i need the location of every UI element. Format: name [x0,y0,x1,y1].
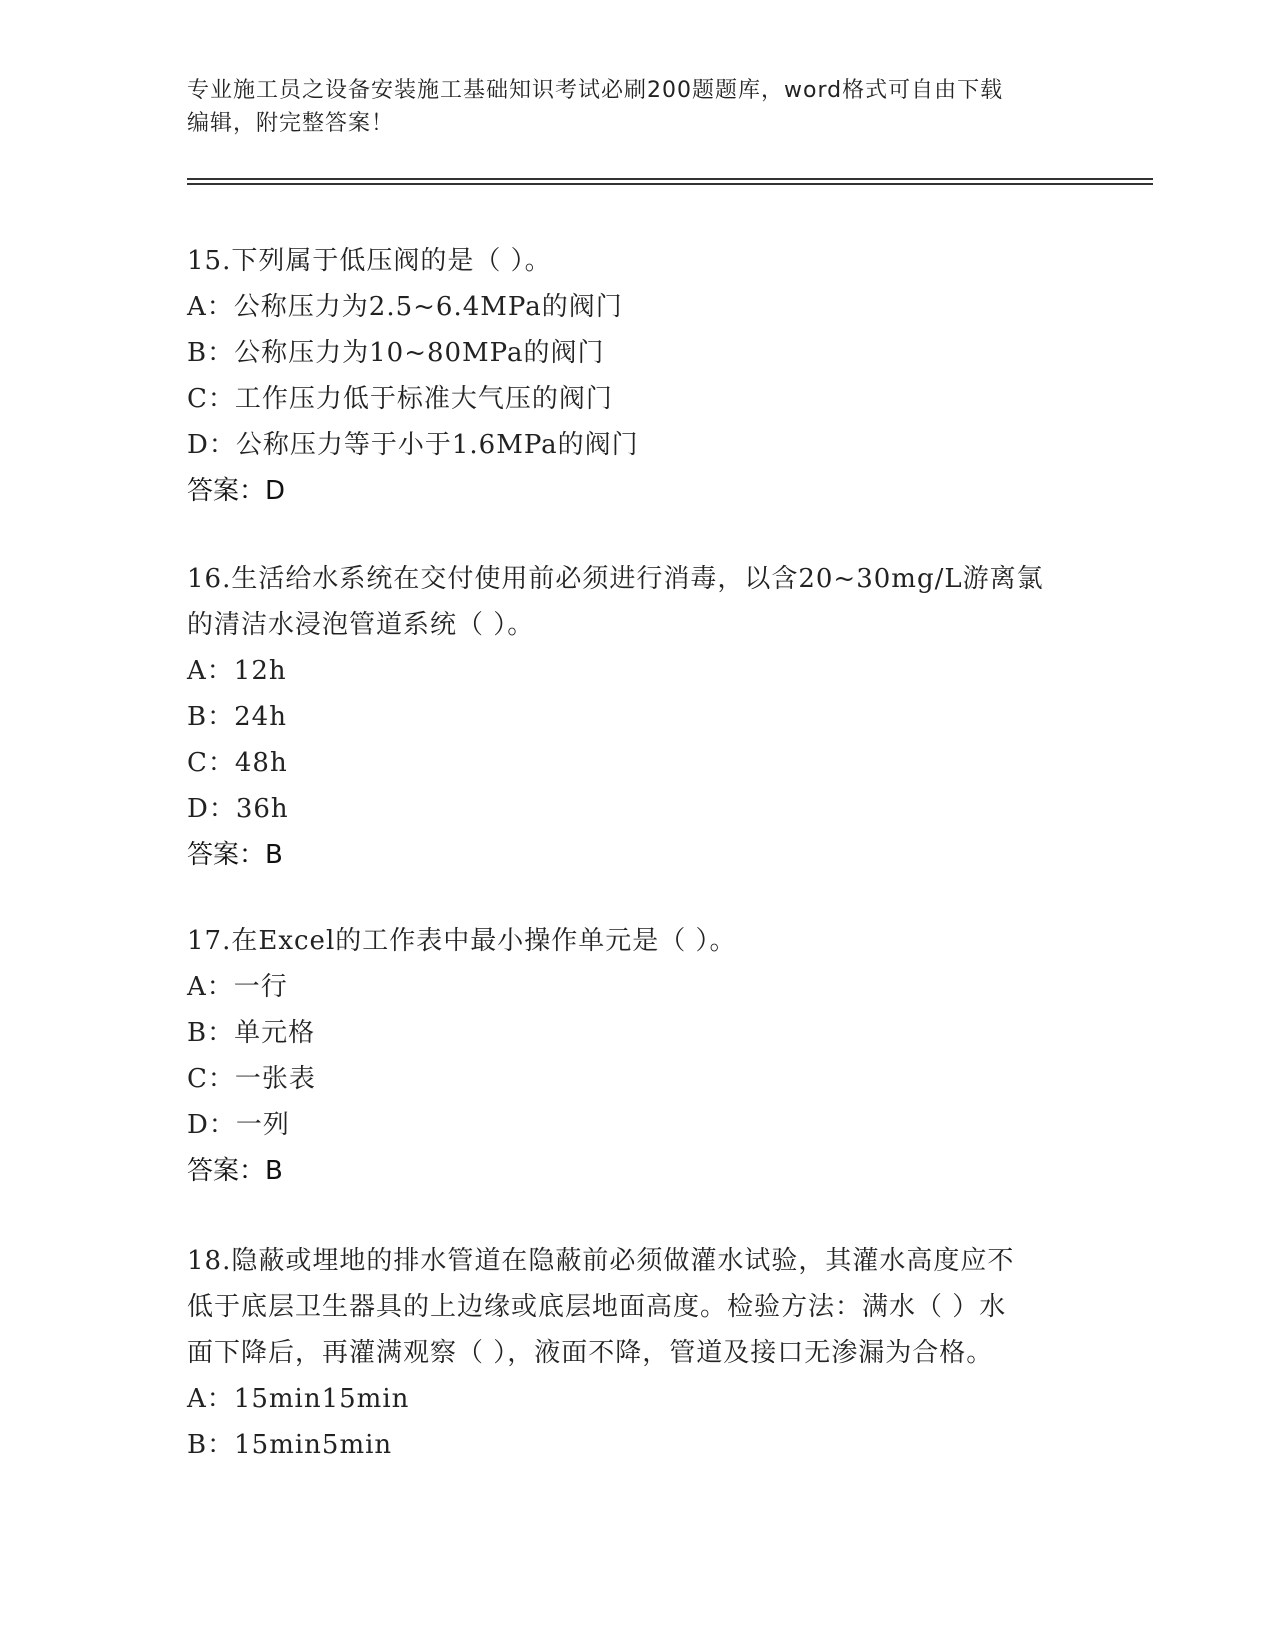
option-d: D：一列 [187,1110,290,1140]
header-line-2: 编辑，附完整答案！ [187,111,395,136]
option-d: D：公称压力等于小于1.6MPa的阀门 [187,430,639,460]
option-b: B：单元格 [187,1018,316,1048]
answer: 答案：B [187,840,283,870]
option-b: B：公称压力为10~80MPa的阀门 [187,338,605,368]
stem-line: 17.在Excel的工作表中最小操作单元是（ ）。 [187,926,737,956]
option-c: C：工作压力低于标准大气压的阀门 [187,384,613,414]
option-b: B：24h [187,702,287,732]
stem-line: 的清洁水浸泡管道系统（ ）。 [187,610,535,640]
document-header [187,74,1087,140]
option-a: A：12h [187,656,287,686]
option-c: C：48h [187,748,288,778]
header-divider-top [187,178,1153,180]
question-stem [187,238,1087,284]
question-17 [187,918,1087,1194]
option-c: C：一张表 [187,1064,316,1094]
option-a: A：公称压力为2.5~6.4MPa的阀门 [187,292,623,322]
stem-line: 15.下列属于低压阀的是（ ）。 [187,246,552,276]
stem-line: 18.隐蔽或埋地的排水管道在隐蔽前必须做灌水试验，其灌水高度应不 [187,1246,1015,1276]
answer: 答案：B [187,1156,283,1186]
option-d: D：36h [187,794,289,824]
question-stem [187,918,1087,964]
header-divider-bottom [187,183,1153,185]
option-a: A：15min15min [187,1384,410,1414]
question-15 [187,238,1087,514]
question-stem [187,556,1087,648]
header-line-1: 专业施工员之设备安装施工基础知识考试必刷200题题库，word格式可自由下载 [187,78,1004,103]
stem-line: 16.生活给水系统在交付使用前必须进行消毒，以含20~30mg/L游离氯 [187,564,1044,594]
option-b: B：15min5min [187,1430,393,1460]
question-16 [187,556,1087,878]
stem-line: 低于底层卫生器具的上边缘或底层地面高度。检验方法：满水（ ）水 [187,1292,1007,1322]
question-18 [187,1238,1087,1468]
question-stem [187,1238,1087,1376]
option-a: A：一行 [187,972,288,1002]
stem-line: 面下降后，再灌满观察（ ），液面不降，管道及接口无渗漏为合格。 [187,1338,994,1368]
answer: 答案：D [187,476,286,506]
